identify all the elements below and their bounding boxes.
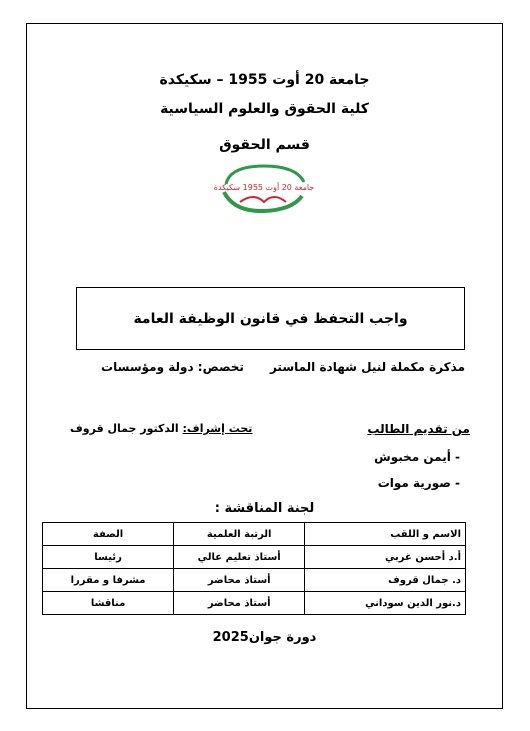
member-rank: أستاذ محاضر [174,592,305,615]
logo-text: جامعة 20 أوت 1955 سكيكدة [213,183,315,192]
presented-by-label: من تقديم الطالب [367,422,470,436]
member-name: أ.د أحسن غربي [305,546,466,569]
thesis-title-box [76,287,465,350]
table-header-row [43,523,466,546]
session-label: دورة جوان2025 [212,630,317,645]
member-name: د. جمال قروف [305,569,466,592]
header-cell-role: الصفة [43,523,174,546]
presented-by [367,422,470,436]
member-role: مناقشا [43,592,174,615]
faculty-name: كلية الحقوق والعلوم السياسية [160,101,369,117]
university-logo [213,162,315,214]
committee-table [42,522,466,615]
table-row [43,569,466,592]
degree-text: مذكرة مكملة لنيل شهادة الماستر [269,360,465,374]
department-name: قسم الحقوق [219,137,310,153]
thesis-title: واجب التحفظ في قانون الوظيفة العامة [133,310,408,327]
header-cell-rank: الرتبة العلمية [174,523,305,546]
member-role: مشرفا و مقررا [43,569,174,592]
student-name: - صورية موات [377,476,460,490]
member-rank: أستاذ محاضر [174,569,305,592]
supervisor-name: الدكتور جمال قروف [70,422,179,435]
student-name: - أيمن مخبوش [374,450,460,464]
specialty-text: تخصص: دولة ومؤسسات [101,360,244,374]
supervision-label: تحت إشراف: [182,422,253,435]
member-rank: أستاذ تعليم عالي [174,546,305,569]
committee-title: لجنة المناقشة : [214,501,315,516]
supervision [70,422,252,435]
table-row [43,592,466,615]
table-row [43,546,466,569]
header-cell-name: الاسم و اللقب [305,523,466,546]
university-name: جامعة 20 أوت 1955 – سكيكدة [159,72,370,88]
member-name: د.نور الدين سوداني [305,592,466,615]
degree-line [60,360,465,374]
member-role: رئيسا [43,546,174,569]
